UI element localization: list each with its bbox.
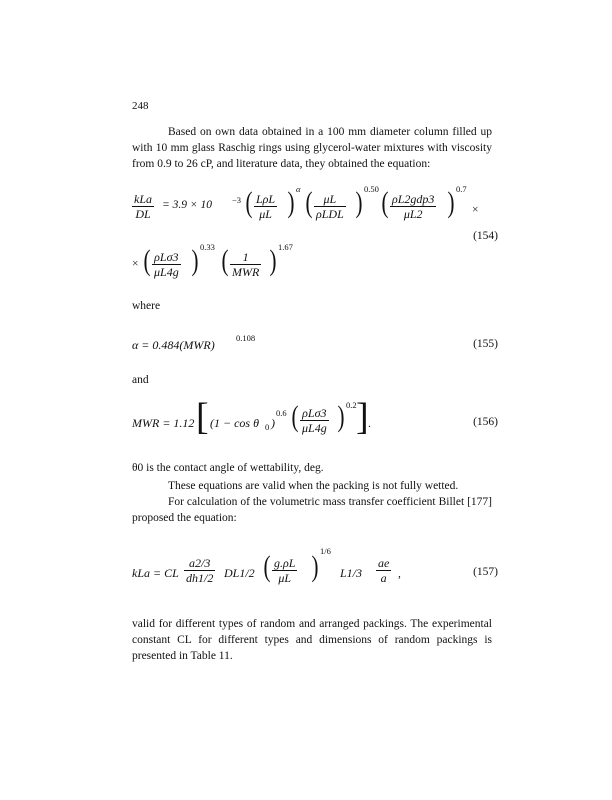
eq154-f3-den: μL2	[403, 207, 423, 221]
eq157-l-term: L1/3	[340, 566, 363, 580]
eq154-lhs	[132, 192, 154, 221]
closing-paragraph: valid for different types of random and arranged packings. The experimental constant CL for different types and dimensions of random packings is presented in Table 11.	[132, 618, 492, 662]
eq154-f5-lparen: (	[221, 244, 229, 277]
valid-sentence: These equations are valid when the packing is not fully wetted.	[168, 480, 459, 492]
eq154-f1	[254, 192, 277, 221]
eq154-f2-num: μL	[314, 192, 346, 207]
eq157-frac2-exp: 1/6	[320, 546, 331, 556]
eq154-f4-lparen: (	[143, 244, 151, 277]
eq154-f5	[230, 250, 261, 279]
eq154-lhs-num: kLa	[134, 192, 152, 206]
eq154-coef-exp: −3	[232, 195, 242, 205]
eq156-frac-exp: 0.2	[346, 400, 357, 410]
eq154-f4	[152, 250, 181, 279]
eq154-f1-den: μL	[259, 207, 272, 221]
eq156-frac	[300, 406, 329, 435]
eq157-lhs: kLa = CL	[132, 566, 179, 580]
eq154-f4-den: μL4g	[154, 265, 179, 279]
eq157-dl: DL1/2	[224, 566, 255, 580]
eq154-f2-rparen: )	[355, 186, 363, 219]
and-label: and	[132, 374, 149, 386]
eq156-term: (1 − cos θ	[210, 416, 259, 430]
eq154-number: (154)	[473, 230, 498, 242]
eq157-comma: ,	[398, 568, 401, 580]
eq154-f1-num: LρL	[256, 192, 276, 206]
eq156-lhs: MWR = 1.12	[132, 416, 195, 430]
eq156-term-close: )	[271, 416, 275, 430]
eq154-f1-rparen: )	[287, 186, 295, 219]
eq154-f3	[390, 192, 436, 221]
eq157-frac2-den: μL	[278, 571, 292, 585]
eq154-f3-exp: 0.7	[456, 184, 467, 194]
eq157-frac1	[184, 556, 215, 585]
eq154-f2-lparen: (	[305, 186, 313, 219]
eq157-frac2-num: g.ρL	[274, 556, 296, 570]
eq157-frac2	[272, 556, 297, 585]
eq154-f5-den: MWR	[232, 265, 260, 279]
eq154-f4-num: ρLσ3	[152, 250, 181, 265]
eq157-number: (157)	[473, 566, 498, 578]
eq155-lhs: α = 0.484(MWR)	[132, 338, 215, 352]
eq156-lbracket: [	[196, 396, 209, 438]
eq157-frac1-den: dh1/2	[186, 571, 214, 585]
eq154-f1-lparen: (	[245, 186, 253, 219]
eq154-times-left: ×	[132, 258, 139, 270]
eq155-exp: 0.108	[236, 333, 256, 343]
eq156-period: .	[368, 418, 371, 430]
eq155-number: (155)	[473, 338, 498, 350]
eq154-f3-rparen: )	[447, 186, 455, 219]
billet-paragraph: For calculation of the volumetric mass transfer coefficient Billet [177] proposed the equation:	[132, 496, 492, 524]
eq154-f2-den: ρLDL	[316, 207, 344, 221]
eq156-rparen: )	[337, 400, 345, 433]
eq154-f1-exp: α	[296, 184, 301, 194]
eq154-f3-lparen: (	[381, 186, 389, 219]
eq157-frac3-den: a	[380, 571, 387, 585]
intro-paragraph: Based on own data obtained in a 100 mm diameter column filled up with 10 mm glass Raschig rings using glycerol-water mixtures with viscosity from 0.9 to 26 cP, and literature data, they obtained the equation:	[132, 126, 492, 170]
eq157-frac3	[376, 556, 391, 585]
eq154-times: ×	[472, 204, 479, 216]
eq154-f3-num: ρL2gdp3	[392, 192, 435, 206]
eq157-lparen: (	[263, 550, 271, 583]
eq154-coef: = 3.9 × 10	[162, 199, 213, 211]
eq154-f4-exp: 0.33	[200, 242, 215, 252]
eq154-f2	[314, 192, 346, 221]
theta-definition: θ0 is the contact angle of wettability, deg.	[132, 462, 324, 474]
eq154-f5-exp: 1.67	[278, 242, 293, 252]
where-label: where	[132, 300, 161, 312]
page-number: 248	[132, 100, 149, 112]
eq156-term-exp: 0.6	[276, 408, 287, 418]
eq154-f2-exp: 0.50	[364, 184, 379, 194]
eq156-lparen: (	[291, 400, 299, 433]
eq157-rparen: )	[311, 550, 319, 583]
eq157-frac3-num: ae	[378, 556, 390, 570]
eq156-frac-den: μL4g	[302, 421, 327, 435]
eq156-term-sub: 0	[265, 422, 270, 432]
eq156-rbracket: ]	[356, 396, 369, 438]
eq154-f4-rparen: )	[191, 244, 199, 277]
eq157-frac1-num: a2/3	[184, 556, 215, 571]
eq154-lhs-den: DL	[135, 207, 151, 221]
eq156-frac-num: ρLσ3	[300, 406, 329, 421]
eq154-f5-num: 1	[230, 250, 261, 265]
eq154-f5-rparen: )	[269, 244, 277, 277]
eq156-number: (156)	[473, 416, 498, 428]
